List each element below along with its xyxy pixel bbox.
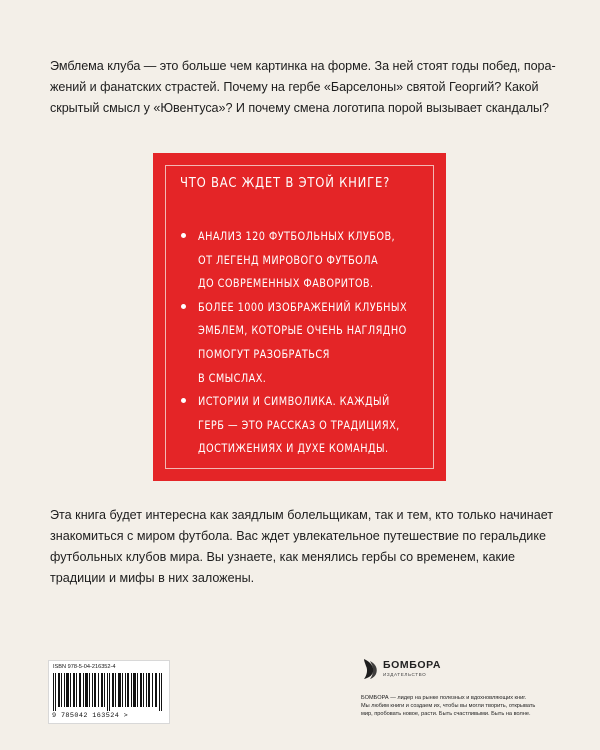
feature-item (178, 296, 438, 390)
feature-item-line: АНАЛИЗ 120 ФУТБОЛЬНЫХ КЛУБОВ, (198, 229, 396, 243)
feature-list (178, 225, 438, 461)
outro-paragraph (50, 505, 562, 589)
outro-line: традиции и мифы в них заложены. (50, 571, 255, 585)
isbn-text: ISBN 978-5-04-216352-4 (53, 664, 116, 670)
feature-item-line: ГЕРБ — ЭТО РАССКАЗ О ТРАДИЦИЯХ, (198, 417, 400, 432)
intro-line: жений и фанатских страстей. Почему на гербе «Барселоны» святой Георгий? Какой (50, 80, 539, 94)
publisher-blurb-line: мир, пробовать новое, расти. Быть счастливыми. Быть на волне. (361, 711, 531, 717)
outro-line: Эта книга будет интересна как заядлым болельщикам, так и тем, кто только начинает (50, 508, 554, 522)
outro-line: футбольных клубов мира. Вы узнаете, как менялись гербы со временем, какие (50, 550, 515, 564)
feature-item-line: ДО СОВРЕМЕННЫХ ФАВОРИТОВ. (198, 276, 374, 291)
feature-item-line: ЭМБЛЕМ, КОТОРЫЕ ОЧЕНЬ НАГЛЯДНО (198, 323, 407, 338)
feature-item-line: БОЛЕЕ 1000 ИЗОБРАЖЕНИЙ КЛУБНЫХ (198, 299, 408, 314)
intro-line: скрытый смысл у «Ювентуса»? И почему смена логотипа порой вызывает скандалы? (50, 101, 549, 115)
bullet-icon (181, 233, 186, 238)
feature-box-frame (165, 165, 434, 469)
bullet-icon (181, 304, 186, 309)
feature-box (153, 153, 446, 481)
feature-item-line: ОТ ЛЕГЕНД МИРОВОГО ФУТБОЛА (198, 252, 379, 267)
outro-line: знакомиться с миром футбола. Вас ждет увлекательное путешествие по геральдике (50, 529, 546, 543)
publisher-blurb (361, 694, 573, 718)
feature-item (178, 225, 438, 296)
feature-item-line: ДОСТИЖЕНИЯХ И ДУХЕ КОМАНДЫ. (198, 441, 389, 456)
barcode-bars (53, 673, 165, 711)
feature-item-line: ИСТОРИИ И СИМВОЛИКА. КАЖДЫЙ (198, 394, 390, 409)
publisher-brand: БОМБОРА (383, 659, 442, 671)
barcode-digits: 9 785042 163524 > (52, 712, 129, 720)
feature-box-title: ЧТО ВАС ЖДЕТ В ЭТОЙ КНИГЕ? (180, 175, 391, 191)
feature-item-line: ПОМОГУТ РАЗОБРАТЬСЯ (198, 346, 330, 361)
publisher-blurb-line: Мы любим книги и создаем их, чтобы вы могли творить, открывать (361, 703, 536, 709)
bullet-icon (181, 398, 186, 403)
feature-item-line: В СМЫСЛАХ. (198, 370, 267, 385)
bombora-wave-logo-icon (361, 658, 379, 680)
feature-item (178, 390, 438, 461)
publisher-blurb-line: БОМБОРА — лидер на рынке полезных и вдохновляющих книг. (361, 695, 527, 701)
intro-paragraph (50, 56, 562, 119)
publisher-brand-sub: ИЗДАТЕЛЬСТВО (383, 672, 427, 677)
intro-line: Эмблема клуба — это больше чем картинка на форме. За ней стоят годы побед, пора- (50, 59, 556, 73)
barcode-label (48, 660, 170, 724)
